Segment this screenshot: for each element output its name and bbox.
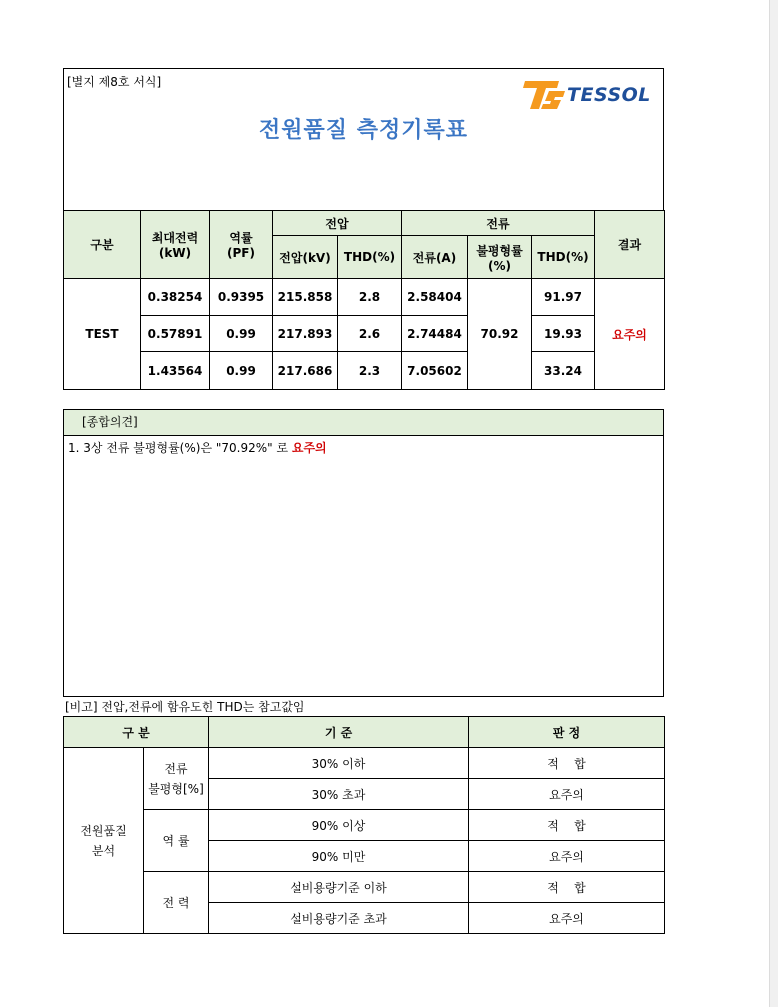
header-power-factor: 역률 (PF) bbox=[210, 211, 273, 279]
table-row bbox=[64, 810, 665, 841]
cell-pf: 0.99 bbox=[210, 352, 273, 390]
tessol-logo bbox=[519, 77, 655, 111]
cell-current-a: 2.74484 bbox=[402, 316, 468, 352]
cell-voltage-thd: 2.6 bbox=[338, 316, 402, 352]
table-row bbox=[64, 872, 665, 903]
header-voltage-kv: 전압(kV) bbox=[273, 236, 338, 279]
criteria-judgment: 적 합 bbox=[469, 810, 665, 841]
cell-voltage-kv: 217.686 bbox=[273, 352, 338, 390]
cell-current-thd: 91.97 bbox=[532, 279, 595, 316]
header-current-a: 전류(A) bbox=[402, 236, 468, 279]
criteria-table bbox=[63, 716, 665, 934]
criteria-judgment: 요주의 bbox=[469, 841, 665, 872]
cell-voltage-thd: 2.3 bbox=[338, 352, 402, 390]
form-number: [별지 제8호 서식] bbox=[67, 75, 162, 89]
cell-current-thd: 19.93 bbox=[532, 316, 595, 352]
remark-note: [비고] 전압,전류에 함유도힌 THD는 참고값임 bbox=[65, 700, 305, 714]
logo-text: TESSOL bbox=[567, 84, 651, 106]
criteria-judgment: 요주의 bbox=[469, 779, 665, 810]
criteria-standard: 설비용량기준 초과 bbox=[209, 903, 469, 934]
measurement-table bbox=[63, 210, 665, 390]
criteria-judgment: 적 합 bbox=[469, 748, 665, 779]
cell-max-power: 0.57891 bbox=[141, 316, 210, 352]
opinion-line: 1. 3상 전류 불평형률(%)은 "70.92%" 로 bbox=[68, 441, 292, 455]
opinion-warning: 요주의 bbox=[291, 441, 327, 455]
table-row bbox=[64, 279, 665, 316]
header-category: 구분 bbox=[64, 211, 141, 279]
ts-logo-mark-icon bbox=[519, 77, 567, 111]
page-title: 전원품질 측정기록표 bbox=[259, 118, 468, 143]
criteria-section-power: 전 력 bbox=[144, 872, 209, 934]
criteria-standard: 30% 이하 bbox=[209, 748, 469, 779]
form-header bbox=[63, 68, 664, 211]
criteria-standard: 30% 초과 bbox=[209, 779, 469, 810]
header-max-power: 최대전력 (kW) bbox=[141, 211, 210, 279]
criteria-standard: 설비용량기준 이하 bbox=[209, 872, 469, 903]
criteria-standard: 90% 미만 bbox=[209, 841, 469, 872]
cell-max-power: 1.43564 bbox=[141, 352, 210, 390]
cell-voltage-kv: 215.858 bbox=[273, 279, 338, 316]
criteria-section-power-factor: 역 률 bbox=[144, 810, 209, 872]
result-badge: 요주의 bbox=[595, 279, 665, 390]
header-result: 결과 bbox=[595, 211, 665, 279]
criteria-header-category: 구 분 bbox=[64, 717, 209, 748]
table-row bbox=[64, 316, 665, 352]
table-row bbox=[64, 748, 665, 779]
cell-current-a: 2.58404 bbox=[402, 279, 468, 316]
row-label: TEST bbox=[64, 279, 141, 390]
criteria-judgment: 적 합 bbox=[469, 872, 665, 903]
criteria-judgment: 요주의 bbox=[469, 903, 665, 934]
criteria-group: 전원품질 분석 bbox=[64, 748, 144, 934]
criteria-standard: 90% 이상 bbox=[209, 810, 469, 841]
header-current: 전류 bbox=[402, 211, 595, 236]
cell-current-thd: 33.24 bbox=[532, 352, 595, 390]
cell-pf: 0.9395 bbox=[210, 279, 273, 316]
cell-voltage-thd: 2.8 bbox=[338, 279, 402, 316]
table-row bbox=[64, 352, 665, 390]
header-imbalance: 불평형률 (%) bbox=[468, 236, 532, 279]
opinion-header: [종합의견] bbox=[63, 409, 664, 436]
cell-max-power: 0.38254 bbox=[141, 279, 210, 316]
cell-imbalance: 70.92 bbox=[468, 279, 532, 390]
criteria-section-imbalance: 전류 불평형[%] bbox=[144, 748, 209, 810]
criteria-header-judgment: 판 정 bbox=[469, 717, 665, 748]
opinion-body bbox=[63, 435, 664, 697]
cell-voltage-kv: 217.893 bbox=[273, 316, 338, 352]
header-voltage: 전압 bbox=[273, 211, 402, 236]
cell-current-a: 7.05602 bbox=[402, 352, 468, 390]
header-voltage-thd: THD(%) bbox=[338, 236, 402, 279]
vertical-scrollbar[interactable] bbox=[769, 0, 778, 1007]
cell-pf: 0.99 bbox=[210, 316, 273, 352]
criteria-header-standard: 기 준 bbox=[209, 717, 469, 748]
header-current-thd: THD(%) bbox=[532, 236, 595, 279]
